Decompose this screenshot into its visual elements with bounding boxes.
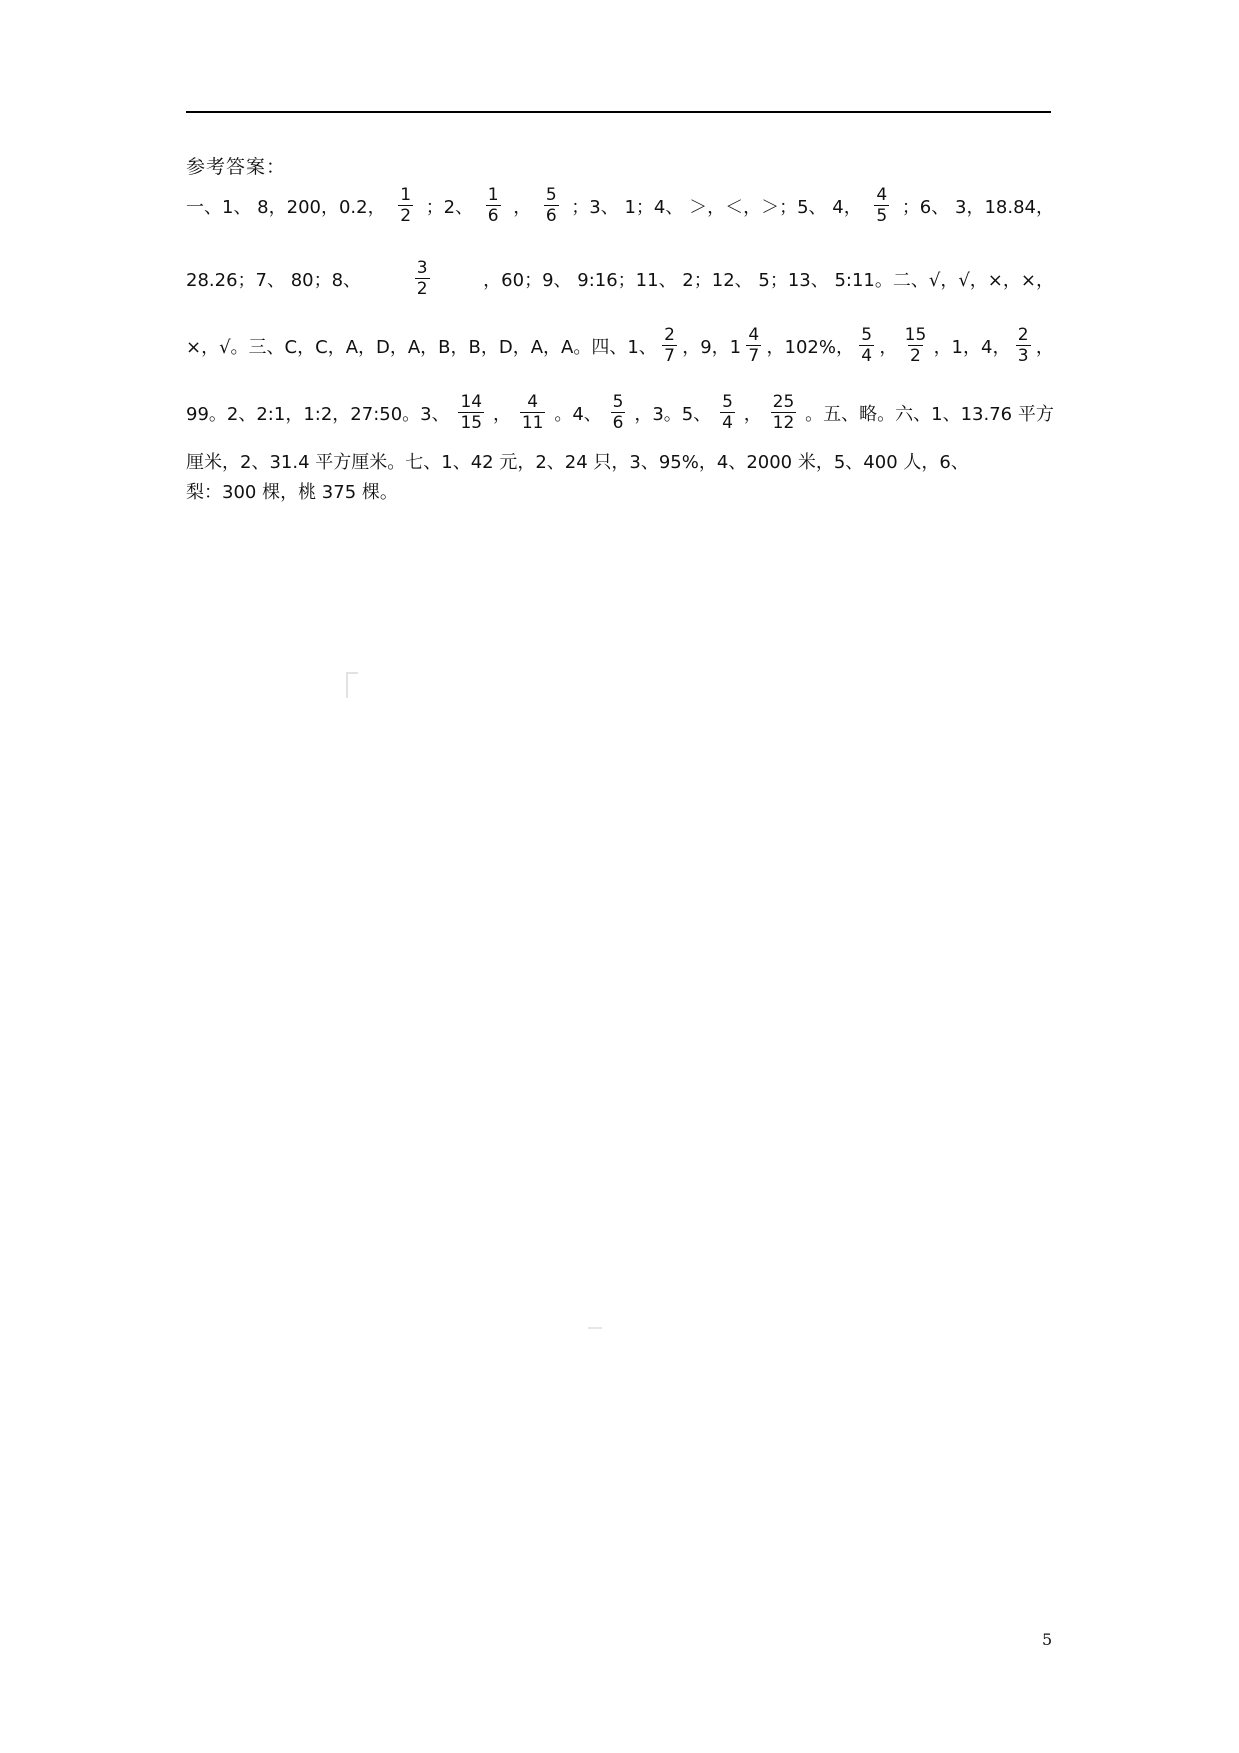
fraction-numerator: 14 [460, 392, 483, 412]
fraction-denominator: 7 [664, 346, 675, 366]
fraction-denominator: 4 [861, 346, 873, 366]
fraction [611, 392, 626, 433]
answer-text: 梨：300 棵，桃 375 棵。 [186, 482, 398, 503]
fraction-numerator: 5 [545, 185, 557, 205]
fraction-denominator: 2 [400, 206, 412, 226]
answer-text: ，9，1 [682, 336, 742, 358]
answer-text: ， [1035, 336, 1054, 358]
answer-line-1 [186, 185, 1054, 226]
answer-text: ；6、 3，18.84， [901, 196, 1054, 218]
page-number: 5 [1042, 1630, 1053, 1649]
fraction-denominator: 5 [876, 206, 888, 226]
fraction [458, 392, 484, 433]
fraction [859, 325, 874, 366]
fraction-denominator: 4 [722, 413, 733, 433]
answer-text: ，3。5、 [634, 403, 712, 425]
answer-text: 99。2、2:1，1:2，27:50。3、 [186, 403, 450, 425]
scan-speck [348, 672, 358, 674]
fraction-numerator: 4 [748, 325, 760, 345]
fraction-numerator: 5 [612, 392, 624, 412]
fraction [720, 392, 735, 433]
header-rule [186, 111, 1051, 113]
answer-line-4 [186, 392, 1054, 433]
answer-line-2 [186, 258, 1054, 299]
answer-text: ；2、 [425, 196, 474, 218]
fraction [1016, 325, 1031, 366]
answer-text: 28.26；7、 80；8、 [186, 269, 362, 291]
scan-speck [588, 1327, 602, 1329]
fraction [771, 392, 797, 433]
fraction [520, 392, 546, 433]
fraction [398, 185, 413, 226]
answer-text: ，102%， [766, 336, 854, 358]
answer-text: 厘米，2、31.4 平方厘米。七、1、42 元，2、24 只，3、95%，4、2000 米，5、400 人，6、 [186, 452, 969, 473]
fraction-denominator: 15 [460, 413, 483, 433]
answer-text: ， [492, 403, 511, 425]
answer-text: 一、1、 8，200，0.2， [186, 196, 386, 218]
fraction-denominator: 6 [612, 413, 624, 433]
answer-text: ， [743, 403, 762, 425]
answer-text: 。五、略。六、1、13.76 平方 [805, 403, 1054, 425]
fraction [903, 325, 929, 366]
answer-line-5 [186, 448, 1054, 474]
fraction-numerator: 3 [416, 258, 428, 278]
fraction-denominator: 2 [910, 346, 921, 366]
fraction-numerator: 2 [1017, 325, 1029, 345]
fraction [746, 325, 761, 366]
fraction-denominator: 11 [521, 413, 544, 433]
answer-text: ；3、 1；4、 ＞，＜，＞；5、 4， [571, 196, 862, 218]
fraction-numerator: 4 [876, 185, 888, 205]
fraction-numerator: 1 [487, 185, 499, 205]
answer-text: ，1，4， [933, 336, 1011, 358]
answer-line-6 [186, 478, 1054, 504]
scan-speck [346, 672, 348, 698]
answer-text: ，60；9、 9:16；11、 2；12、 5；13、 5:11。二、√，√，×，×， [483, 269, 1054, 291]
answer-text: ， [879, 336, 898, 358]
fraction-denominator: 7 [748, 346, 760, 366]
answer-text: ×，√。三、C，C，A，D，A，B，B，D，A，A。四、1、 [186, 336, 657, 358]
fraction [486, 185, 501, 226]
answer-line-3 [186, 325, 1054, 366]
answer-heading: 参考答案： [186, 156, 287, 178]
fraction [415, 258, 430, 299]
fraction-denominator: 3 [1017, 346, 1029, 366]
fraction-numerator: 15 [904, 325, 927, 345]
fraction-denominator: 6 [545, 206, 557, 226]
fraction-denominator: 6 [487, 206, 499, 226]
answer-text: 。4、 [554, 403, 602, 425]
fraction-numerator: 1 [400, 185, 412, 205]
fraction-denominator: 12 [772, 413, 795, 433]
fraction-denominator: 2 [416, 279, 428, 299]
fraction [874, 185, 889, 226]
fraction-numerator: 4 [527, 392, 539, 412]
fraction-numerator: 5 [722, 392, 733, 412]
fraction [544, 185, 559, 226]
fraction [662, 325, 677, 366]
fraction-numerator: 5 [861, 325, 873, 345]
answer-text: ， [513, 196, 532, 218]
fraction-numerator: 25 [772, 392, 795, 412]
fraction-numerator: 2 [664, 325, 675, 345]
